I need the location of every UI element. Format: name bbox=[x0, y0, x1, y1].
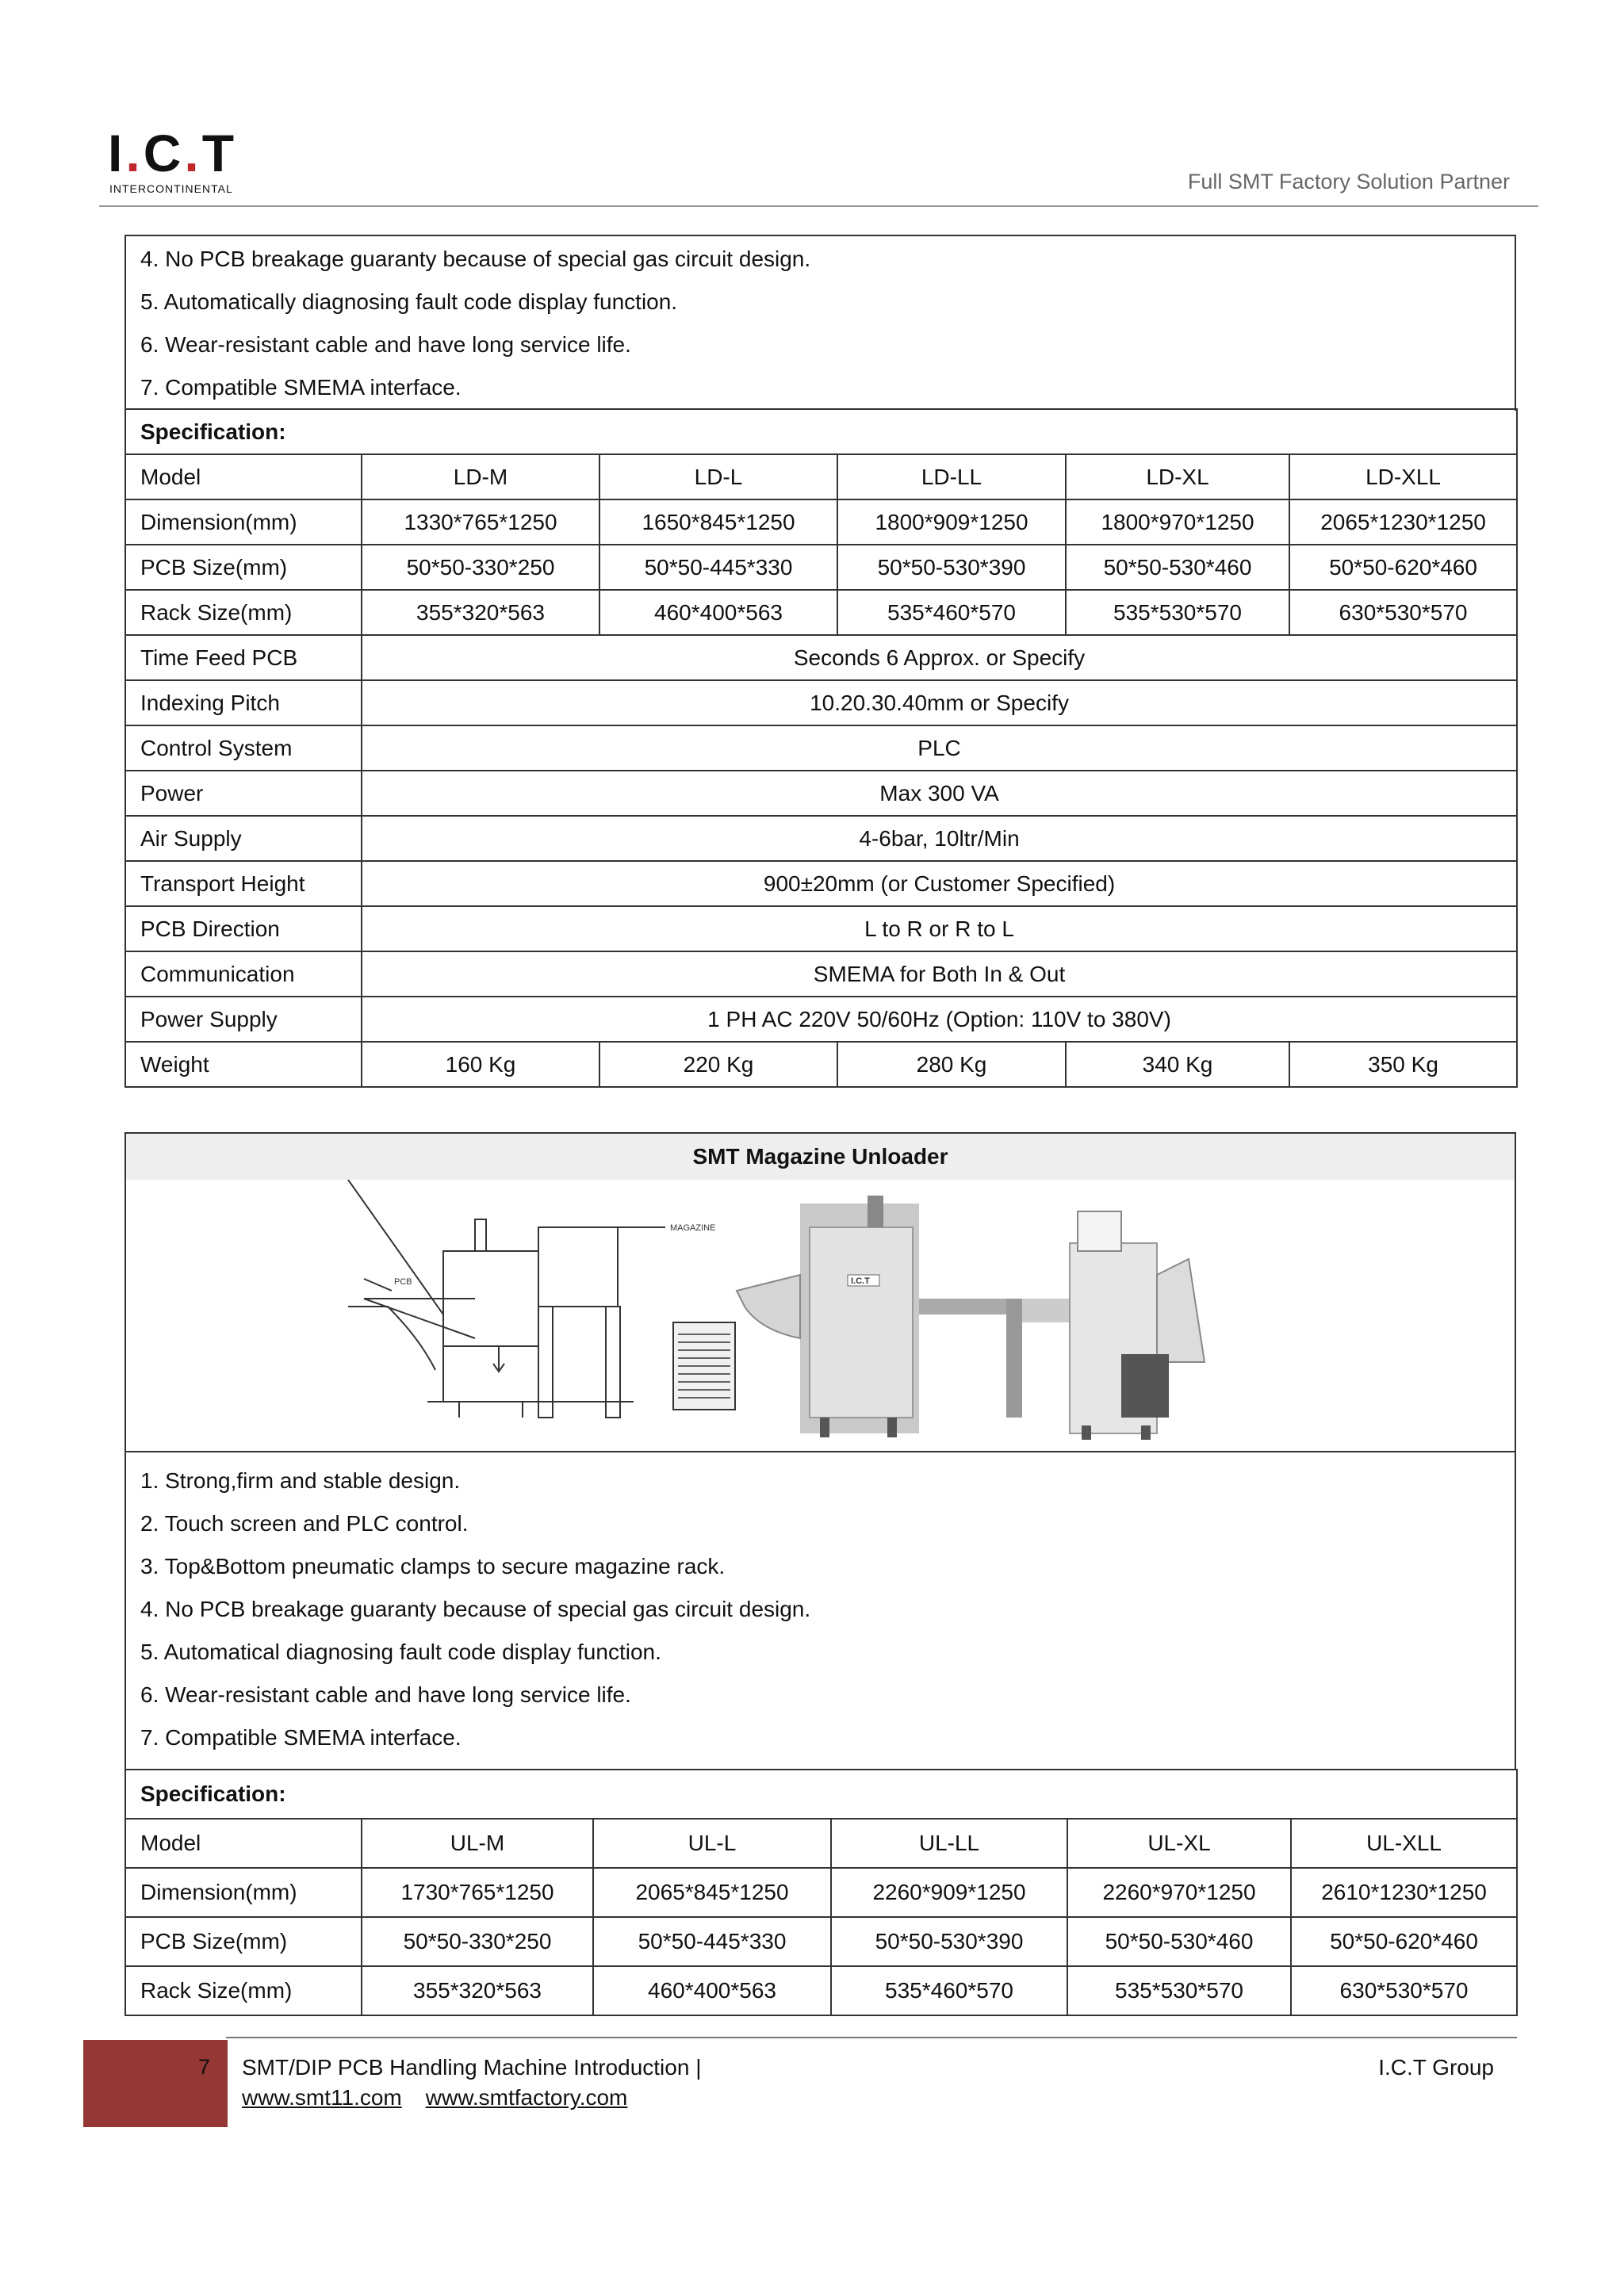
row-label: Model bbox=[125, 1819, 362, 1868]
loader-model-row bbox=[125, 454, 1517, 499]
unloader-features-box bbox=[124, 1452, 1516, 1770]
table-cell: 355*320*563 bbox=[362, 1966, 593, 2015]
table-cell: LD-XLL bbox=[1289, 454, 1517, 499]
footer-title: SMT/DIP PCB Handling Machine Introduction | bbox=[242, 2055, 702, 2080]
row-label: Weight bbox=[125, 1042, 362, 1087]
header-divider bbox=[99, 205, 1538, 207]
company-logo bbox=[108, 124, 251, 198]
row-label: PCB Size(mm) bbox=[125, 1917, 362, 1966]
unloader-dimension-row bbox=[125, 1868, 1517, 1917]
table-cell: 535*530*570 bbox=[1066, 590, 1289, 635]
table-cell: 355*320*563 bbox=[362, 590, 599, 635]
row-label: Communication bbox=[125, 951, 362, 997]
row-label: PCB Direction bbox=[125, 906, 362, 951]
table-cell: UL-XLL bbox=[1291, 1819, 1517, 1868]
row-label: Control System bbox=[125, 725, 362, 771]
loader-feature-5: 5. Automatically diagnosing fault code display function. bbox=[140, 289, 678, 314]
table-cell: 460*400*563 bbox=[593, 1966, 831, 2015]
row-label: Power Supply bbox=[125, 997, 362, 1042]
table-cell: 900±20mm (or Customer Specified) bbox=[362, 861, 1517, 906]
table-cell: 535*460*570 bbox=[831, 1966, 1067, 2015]
table-cell: 2610*1230*1250 bbox=[1291, 1868, 1517, 1917]
table-cell: 460*400*563 bbox=[599, 590, 837, 635]
loader-transport-height-row bbox=[125, 861, 1517, 906]
row-label: Time Feed PCB bbox=[125, 635, 362, 680]
table-cell: LD-LL bbox=[837, 454, 1066, 499]
table-cell: 630*530*570 bbox=[1289, 590, 1517, 635]
table-cell: 2065*845*1250 bbox=[593, 1868, 831, 1917]
table-cell: UL-M bbox=[362, 1819, 593, 1868]
footer-link-smtfactory[interactable]: www.smtfactory.com bbox=[425, 2085, 628, 2110]
row-label: Dimension(mm) bbox=[125, 499, 362, 545]
unloader-feature-1: 1. Strong,firm and stable design. bbox=[140, 1468, 461, 1493]
machine-badge: I.C.T bbox=[851, 1276, 870, 1286]
unloader-feature-3: 3. Top&Bottom pneumatic clamps to secure magazine rack. bbox=[140, 1554, 726, 1578]
header-tagline: Full SMT Factory Solution Partner bbox=[1187, 170, 1510, 193]
table-cell: Seconds 6 Approx. or Specify bbox=[362, 635, 1517, 680]
footer-link-smt11[interactable]: www.smt11.com bbox=[242, 2085, 402, 2110]
table-cell: 50*50-530*460 bbox=[1067, 1917, 1291, 1966]
unloader-pcb-row bbox=[125, 1917, 1517, 1966]
unloader-model-row bbox=[125, 1819, 1517, 1868]
table-cell: 630*530*570 bbox=[1291, 1966, 1517, 2015]
row-label: Air Supply bbox=[125, 816, 362, 861]
diagram-pcb-label: PCB bbox=[394, 1277, 412, 1287]
loader-feature-4: 4. No PCB breakage guaranty because of special gas circuit design. bbox=[140, 247, 811, 271]
unloader-feature-6: 6. Wear-resistant cable and have long service life. bbox=[140, 1682, 631, 1707]
footer-links bbox=[242, 2085, 651, 2110]
table-cell: 1 PH AC 220V 50/60Hz (Option: 110V to 380V) bbox=[362, 997, 1517, 1042]
unloader-machine-photo-2 bbox=[1022, 1211, 1205, 1440]
row-label: Dimension(mm) bbox=[125, 1868, 362, 1917]
table-cell: 1650*845*1250 bbox=[599, 499, 837, 545]
table-cell: 50*50-445*330 bbox=[593, 1917, 831, 1966]
table-cell: LD-L bbox=[599, 454, 837, 499]
table-cell: UL-LL bbox=[831, 1819, 1067, 1868]
loader-spec-header-row bbox=[125, 409, 1517, 454]
unloader-feature-4: 4. No PCB breakage guaranty because of special gas circuit design. bbox=[140, 1597, 811, 1621]
table-cell: 50*50-620*460 bbox=[1291, 1917, 1517, 1966]
loader-features-box bbox=[124, 235, 1516, 411]
table-cell: 220 Kg bbox=[599, 1042, 837, 1087]
table-cell: 2260*970*1250 bbox=[1067, 1868, 1291, 1917]
loader-air-supply-row bbox=[125, 816, 1517, 861]
table-cell: 50*50-445*330 bbox=[599, 545, 837, 590]
unloader-spec-table bbox=[124, 1769, 1518, 2016]
table-cell: 4-6bar, 10ltr/Min bbox=[362, 816, 1517, 861]
unloader-section-title: SMT Magazine Unloader bbox=[124, 1132, 1516, 1181]
unloader-spec-header-row bbox=[125, 1770, 1517, 1819]
unloader-image-panel bbox=[124, 1180, 1516, 1452]
unloader-feature-5: 5. Automatical diagnosing fault code display function. bbox=[140, 1640, 661, 1664]
table-cell: 50*50-530*460 bbox=[1066, 545, 1289, 590]
table-cell: LD-M bbox=[362, 454, 599, 499]
loader-power-row bbox=[125, 771, 1517, 816]
loader-pcb-direction-row bbox=[125, 906, 1517, 951]
page-number-block bbox=[83, 2040, 228, 2127]
table-cell: 1330*765*1250 bbox=[362, 499, 599, 545]
table-cell: 280 Kg bbox=[837, 1042, 1066, 1087]
table-cell: 50*50-530*390 bbox=[831, 1917, 1067, 1966]
table-cell: 535*530*570 bbox=[1067, 1966, 1291, 2015]
loader-feature-6: 6. Wear-resistant cable and have long service life. bbox=[140, 332, 631, 357]
loader-time-feed-row bbox=[125, 635, 1517, 680]
row-label: Indexing Pitch bbox=[125, 680, 362, 725]
loader-power-supply-row bbox=[125, 997, 1517, 1042]
loader-spec-table bbox=[124, 408, 1518, 1088]
unloader-product-images bbox=[126, 1180, 1515, 1451]
table-cell: 50*50-620*460 bbox=[1289, 545, 1517, 590]
row-label: Rack Size(mm) bbox=[125, 1966, 362, 2015]
table-cell: UL-L bbox=[593, 1819, 831, 1868]
table-cell: 1800*909*1250 bbox=[837, 499, 1066, 545]
loader-feature-7: 7. Compatible SMEMA interface. bbox=[140, 375, 462, 400]
loader-control-system-row bbox=[125, 725, 1517, 771]
loader-communication-row bbox=[125, 951, 1517, 997]
table-cell: 50*50-330*250 bbox=[362, 1917, 593, 1966]
row-label: Model bbox=[125, 454, 362, 499]
loader-spec-label: Specification: bbox=[125, 409, 1517, 454]
table-cell: 50*50-530*390 bbox=[837, 545, 1066, 590]
logo-subtext: INTERCONTINENTAL bbox=[109, 182, 233, 195]
table-cell: 1730*765*1250 bbox=[362, 1868, 593, 1917]
table-cell: 1800*970*1250 bbox=[1066, 499, 1289, 545]
table-cell: 2260*909*1250 bbox=[831, 1868, 1067, 1917]
table-cell: LD-XL bbox=[1066, 454, 1289, 499]
unloader-rack-row bbox=[125, 1966, 1517, 2015]
table-cell: 350 Kg bbox=[1289, 1042, 1517, 1087]
table-cell: 160 Kg bbox=[362, 1042, 599, 1087]
unloader-feature-7: 7. Compatible SMEMA interface. bbox=[140, 1725, 462, 1750]
loader-weight-row bbox=[125, 1042, 1517, 1087]
table-cell: 2065*1230*1250 bbox=[1289, 499, 1517, 545]
table-cell: 535*460*570 bbox=[837, 590, 1066, 635]
unloader-feature-2: 2. Touch screen and PLC control. bbox=[140, 1511, 469, 1536]
loader-pcb-row bbox=[125, 545, 1517, 590]
table-cell: SMEMA for Both In & Out bbox=[362, 951, 1517, 997]
row-label: Power bbox=[125, 771, 362, 816]
table-cell: 10.20.30.40mm or Specify bbox=[362, 680, 1517, 725]
table-cell: 340 Kg bbox=[1066, 1042, 1289, 1087]
unloader-line-diagram bbox=[348, 1180, 735, 1418]
loader-dimension-row bbox=[125, 499, 1517, 545]
row-label: PCB Size(mm) bbox=[125, 545, 362, 590]
table-cell: 50*50-330*250 bbox=[362, 545, 599, 590]
page-number: 7 bbox=[198, 2055, 211, 2079]
table-cell: PLC bbox=[362, 725, 1517, 771]
unloader-spec-label: Specification: bbox=[125, 1770, 1517, 1819]
table-cell: Max 300 VA bbox=[362, 771, 1517, 816]
row-label: Rack Size(mm) bbox=[125, 590, 362, 635]
unloader-machine-photo-1 bbox=[737, 1196, 1030, 1437]
diagram-magazine-label: MAGAZINE bbox=[670, 1223, 716, 1233]
row-label: Transport Height bbox=[125, 861, 362, 906]
logo-mark: I.C.T bbox=[108, 124, 238, 182]
table-cell: L to R or R to L bbox=[362, 906, 1517, 951]
footer-divider bbox=[226, 2037, 1517, 2038]
loader-rack-row bbox=[125, 590, 1517, 635]
footer-company: I.C.T Group bbox=[1378, 2055, 1494, 2080]
loader-indexing-pitch-row bbox=[125, 680, 1517, 725]
table-cell: UL-XL bbox=[1067, 1819, 1291, 1868]
